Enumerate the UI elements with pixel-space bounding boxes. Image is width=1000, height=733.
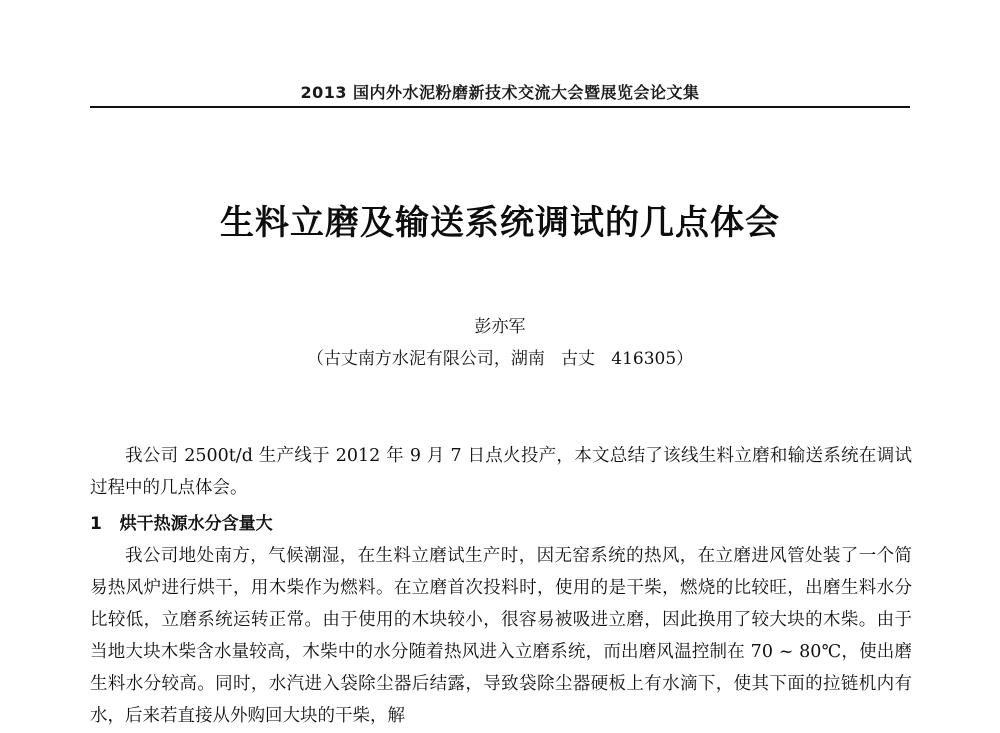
intro-paragraph: 我公司 2500t/d 生产线于 2012 年 9 月 7 日点火投产，本文总结了该线生料立磨和输送系统在调试过程中的几点体会。	[90, 446, 912, 498]
header-rule	[90, 106, 910, 108]
paper-title: 生料立磨及输送系统调试的几点体会	[220, 203, 780, 243]
intro-paragraph-block	[90, 440, 912, 504]
section-1-heading: 1 烘干热源水分含量大	[90, 514, 273, 534]
author-name: 彭亦军	[474, 317, 526, 337]
running-header: 2013 国内外水泥粉磨新技术交流大会暨展览会论文集	[300, 83, 700, 102]
section-1-body	[90, 540, 912, 732]
section-1-paragraph: 我公司地处南方，气候潮湿，在生料立磨试生产时，因无窑系统的热风，在立磨进风管处装了一个简易热风炉进行烘干，用木柴作为燃料。在立磨首次投料时，使用的是干柴，燃烧的比较旺，出磨生料水分比较低，立磨系统运转正常。由于使用的木块较小，很容易被吸进立磨，因此换用了较大块的木柴。由于当地大块木柴含水量较高，木柴中的水分随着热风进入立磨系统，而出磨风温控制在 70 ~ 80℃，使出磨生料水分较高。同时，水汽进入袋除尘器后结露，导致袋除尘器硬板上有水滴下，使其下面的拉链机内有水，后来若直接从外购回大块的干柴，解	[90, 546, 912, 726]
author-affiliation: （古丈南方水泥有限公司，湖南 古丈 416305）	[306, 349, 694, 369]
